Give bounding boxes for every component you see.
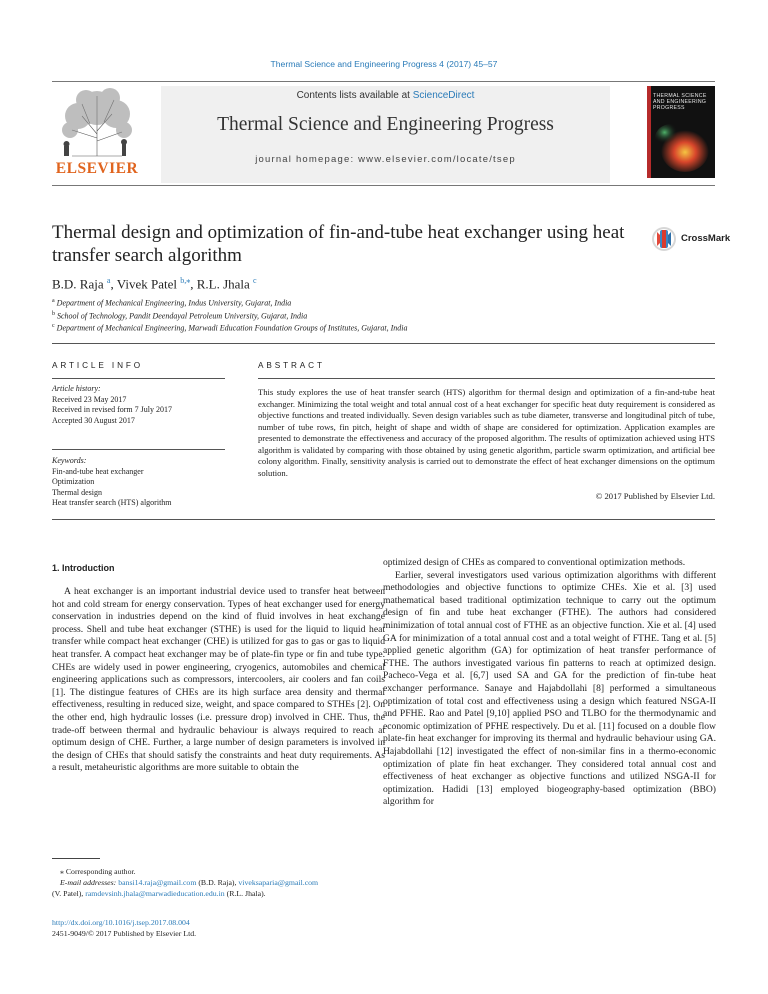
email-line xyxy=(52,877,385,888)
keyword-item: Thermal design xyxy=(52,487,102,497)
author-affiliation-mark[interactable]: b,⁎ xyxy=(180,276,191,285)
abstract-rule xyxy=(258,378,715,379)
journal-title: Thermal Science and Engineering Progress xyxy=(217,114,554,135)
crossmark-label: CrossMark xyxy=(681,233,731,244)
author-name[interactable]: Vivek Patel xyxy=(116,276,177,292)
history-item: Accepted 30 August 2017 xyxy=(52,415,135,425)
article-info-heading: ARTICLE INFO xyxy=(52,361,144,370)
affiliation-item xyxy=(52,296,407,309)
elsevier-wordmark: ELSEVIER xyxy=(55,160,139,177)
keywords-label: Keywords: xyxy=(52,456,87,465)
history-item: Received 23 May 2017 xyxy=(52,394,127,404)
journal-homepage[interactable]: journal homepage: www.elsevier.com/locate/tsep xyxy=(255,154,516,165)
keyword-item: Optimization xyxy=(52,477,95,486)
author-name[interactable]: B.D. Raja xyxy=(52,276,104,292)
cover-strip xyxy=(647,86,651,178)
footnote-rule xyxy=(52,858,100,859)
body-paragraph: optimized design of CHEs as compared to conventional optimization methods. xyxy=(383,557,686,568)
contents-prefix: Contents lists available at xyxy=(296,90,413,101)
affiliation-text: Department of Mechanical Engineering, Indus University, Gujarat, India xyxy=(56,298,292,308)
abstract-text: This study explores the use of heat transfer search (HTS) algorithm for thermal design and optimization of a fin-and-tube heat exchanger. Minimizing the total weight and total annual cost of a heat exchanger for specific heat duty requirement is considered as objective functions and treated individually. Seven design variables such as tube diameter, transverse and longitudinal pitch of tube, number of tube rows, fin pitch, height of shape and width of shape are considered for optimization. Application examples are presented to demonstrate the effectiveness and accuracy of the proposed algorithm. The results of optimization achieved using HTS algorithm is validated by comparing with those obtained by using genetic algorithm, particle swarm optimization, and artificial bee colony algorithm. Finally, sensitivity analysis is carried out to demonstrate the effect of heat exchanger dimensions on the optimum solution. xyxy=(258,387,715,478)
article-history xyxy=(52,384,225,426)
paper-title: Thermal design and optimization of fin-and-tube heat exchanger using heat transfer search algorithm xyxy=(52,222,625,266)
doi-block xyxy=(52,918,196,939)
cover-title: THERMAL SCIENCE AND ENGINEERING PROGRESS xyxy=(653,93,707,111)
email-link[interactable]: viveksaparia@gmail.com xyxy=(238,878,319,887)
corresponding-author-footnote xyxy=(52,866,385,899)
email-owner: (B.D. Raja), xyxy=(196,878,239,887)
email-link[interactable]: bansi14.raja@gmail.com xyxy=(118,878,197,887)
body-column-right xyxy=(383,557,716,809)
abstract-bottom-rule xyxy=(52,519,715,520)
affiliation-text: School of Technology, Pandit Deendayal Petroleum University, Gujarat, India xyxy=(57,311,308,321)
body-paragraph: Earlier, several investigators used various optimization algorithms with different methodologies and objective functions to optimize CHEs. Xie et al. [3] used mathematical based traditional optimization technique to carry out the optimum design of fin and tube heat exchanger (FTHE). The authors had considered minimization of total annual cost of FTHE as an objective function. Xie et al. [4] used GA for minimization of a total annual cost and a total weight of FTHE. Tang et al. [5] applied genetic algorithm (GA) for optimization of heat transfer performance of FTHE. The authors investigated various fin patterns to reach at optimized design. Pacheco-Vega et al. [6,7] used SA and GA for the prediction of fin-tube heat exchanger performance. Sanaye and Hajabdollahi [8] performed a simultaneous optimization of total cost and effectiveness using a design which featured NSGA-II and PFHE. Rao and Patel [9,10] applied PSO and TLBO for the thermodynamic and economic optimization of PFHE respectively. Du et al. [11] focused on a double flow plate-fin heat exchanger for improving its thermal and hydraulic behaviour using GA. Hajabdollahi [12] investigated the effect of non-similar fins in a thermo-economic optimization of plate fin heat exchanger. They considered total annual cost and effectiveness of heat exchanger as objective functions and utilized NSGA-II for optimization. Hadidi [13] employed biogeography-based optimization (BBO) algorithm for xyxy=(383,569,716,808)
sciencedirect-link[interactable]: ScienceDirect xyxy=(412,90,475,101)
email-owner: (V. Patel), xyxy=(52,889,86,898)
author-separator: , xyxy=(110,276,117,292)
affiliation-mark: a xyxy=(52,298,55,304)
issn-line: 2451-9049/© 2017 Published by Elsevier Ltd. xyxy=(52,928,197,938)
abstract-heading: ABSTRACT xyxy=(258,361,325,370)
doi-link[interactable]: http://dx.doi.org/10.1016/j.tsep.2017.08.004 xyxy=(52,918,190,927)
keywords xyxy=(52,456,225,509)
author-separator: , xyxy=(190,276,197,292)
body-column-left xyxy=(52,586,385,775)
journal-reference-link[interactable]: Thermal Science and Engineering Progress 4 (2017) 45–57 xyxy=(270,59,498,69)
masthead-top-rule xyxy=(52,81,715,82)
keyword-item: Heat transfer search (HTS) algorithm xyxy=(52,498,172,507)
affiliation-item xyxy=(52,309,407,322)
affiliation-list xyxy=(52,296,407,334)
crossmark-button[interactable] xyxy=(651,226,731,252)
crossmark-icon xyxy=(651,226,677,252)
author-affiliation-mark[interactable]: a xyxy=(106,276,111,285)
journal-cover-image xyxy=(647,86,715,178)
section-heading-introduction: 1. Introduction xyxy=(52,563,115,573)
email-owner: (R.L. Jhala). xyxy=(224,889,266,898)
contents-available-line xyxy=(161,90,610,101)
author-name[interactable]: R.L. Jhala xyxy=(196,276,250,292)
masthead-bottom-rule xyxy=(52,185,715,186)
history-label: Article history: xyxy=(52,384,101,393)
corresponding-label: ⁎ Corresponding author. xyxy=(60,867,136,876)
email-line xyxy=(52,888,385,899)
keyword-item: Fin-and-tube heat exchanger xyxy=(52,466,144,476)
affiliation-item xyxy=(52,321,407,334)
history-item: Received in revised form 7 July 2017 xyxy=(52,405,172,414)
header-divider xyxy=(52,343,715,344)
author-affiliation-mark[interactable]: c xyxy=(253,276,257,285)
email-label: E-mail addresses: xyxy=(60,878,119,887)
article-info-rule xyxy=(52,378,225,379)
abstract-copyright: © 2017 Published by Elsevier Ltd. xyxy=(595,491,715,501)
affiliation-text: Department of Mechanical Engineering, Marwadi Education Foundation Groups of Institutes, Gujarat, India xyxy=(56,323,408,333)
keywords-rule xyxy=(52,449,225,450)
body-paragraph: A heat exchanger is an important industrial device used to transfer heat between hot and cold stream for energy conservation. Types of heat exchanger used for energy conservation in industries depend on the kind of fluid involves in heat exchange process. Shell and tube heat exchanger (STHE) is used for the liquid to liquid heat transfer while compact heat exchanger (CHE) is utilized for gas to gas or gas to liquid heat transfer. A compact heat exchanger may be of plate-fin type or fin and tube type. CHEs are widely used in power engineering, cryogenics, automobiles and chemical engineering applications such as compressors, intercoolers, air coolers and fan coils [1]. The distingue features of CHEs are its high surface area density and thermal effectiveness, resulting in reduced size, weight, and space compared to STHEs [2]. On the other end, high hydraulic losses (i.e. pressure drop) involved in CHE. Thus, the trade-off between thermal and hydraulic behaviour is always required to reach at optimum design of CHE. Further, a large number of design parameters is involved in the design of CHEs that should satisfy the constraints and heat duty requirements. As a result, metaheuristic algorithms are more suitable to obtain the xyxy=(52,586,385,774)
author-list xyxy=(52,276,257,292)
email-link[interactable]: ramdevsinh.jhala@marwadieducation.edu.in xyxy=(85,889,225,898)
affiliation-mark: c xyxy=(52,323,55,330)
affiliation-mark: b xyxy=(52,310,55,317)
